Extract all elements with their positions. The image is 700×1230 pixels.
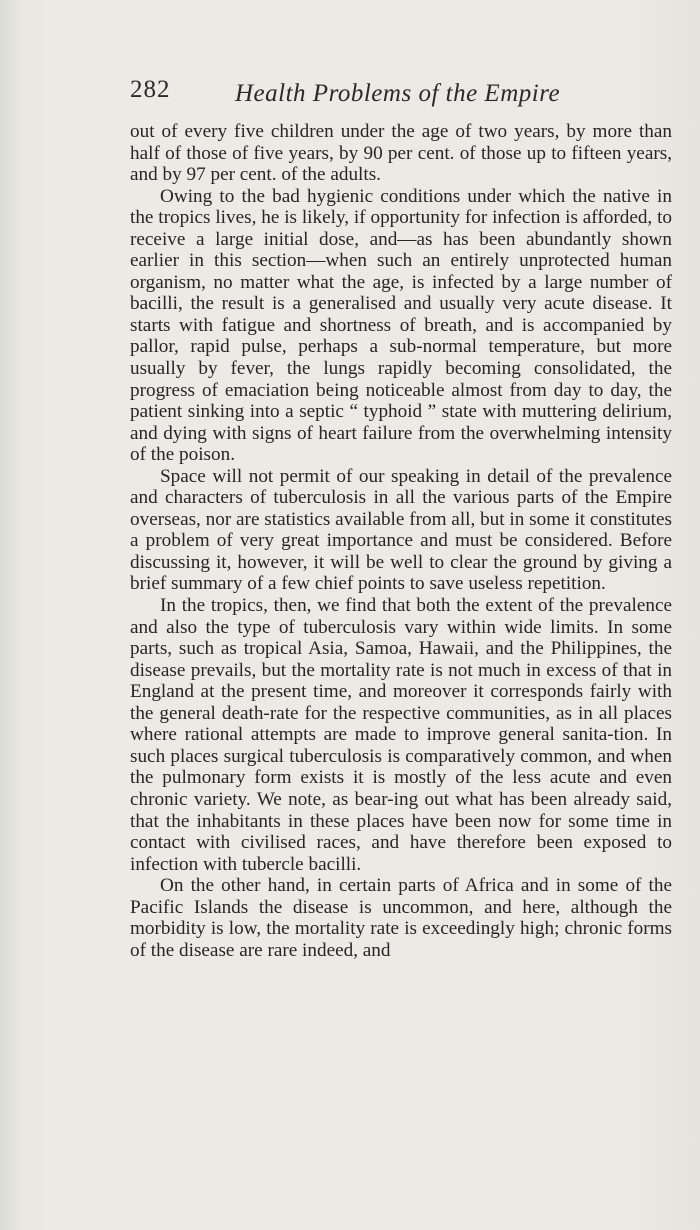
paragraph-native-infection: Owing to the bad hygienic conditions under which the native in the tropics lives, he is likely, if opportunity for infection is afforded, to receive a large initial dose, and—as has been abundantly shown earlier in this section—when such an entirely unprotected human organism, no matter what the age, is infected by a large number of bacilli, the result is a generalised and usually very acute disease. It starts with fatigue and shortness of breath, and is accompanied by pallor, rapid pulse, perhaps a sub-normal temperature, but more usually by fever, the lungs rapidly becoming consolidated, the progress of emaciation being noticeable almost from day to day, the patient sinking into a septic “ typhoid ” state with muttering delirium, and dying with signs of heart failure from the overwhelming intensity of the poison. xyxy=(130,185,672,466)
page-number: 282 xyxy=(130,76,171,103)
paragraph-africa-pacific: On the other hand, in certain parts of Africa and in some of the Pacific Islands the disease is uncommon, and here, although the morbidity is low, the mortality rate is exceedingly high; chronic forms of the disease are rare indeed, and xyxy=(130,875,672,961)
page-header xyxy=(130,76,672,116)
running-title: Health Problems of the Empire xyxy=(235,80,561,107)
paragraph-continued: out of every five children under the age of two years, by more than half of those of five years, by 90 per cent. of those up to fifteen years, and by 97 per cent. of the adults. xyxy=(130,121,672,186)
body-text xyxy=(130,121,672,961)
paragraph-empire-overseas: Space will not permit of our speaking in detail of the prevalence and characters of tuberculosis in all the various parts of the Empire overseas, nor are statistics available from all, but in some it constitutes a problem of very great importance and must be considered. Before discussing it, however, it will be well to clear the ground by giving a brief summary of a few chief points to save useless repetition. xyxy=(130,465,672,595)
paragraph-tropics-prevalence: In the tropics, then, we find that both the extent of the prevalence and also the type of tuberculosis vary within wide limits. In some parts, such as tropical Asia, Samoa, Hawaii, and the Philippines, the disease prevails, but the mortality rate is not much in excess of that in England at the present time, and moreover it corresponds fairly with the general death-rate for the respective communities, as in all places where rational attempts are made to improve general sanita-tion. In such places surgical tuberculosis is comparatively common, and when the pulmonary form exists it is mostly of the less acute and even chronic variety. We note, as bear-ing out what has been already said, that the inhabitants in these places have been now for some time in contact with civilised races, and have therefore been exposed to infection with tubercle bacilli. xyxy=(130,595,672,875)
